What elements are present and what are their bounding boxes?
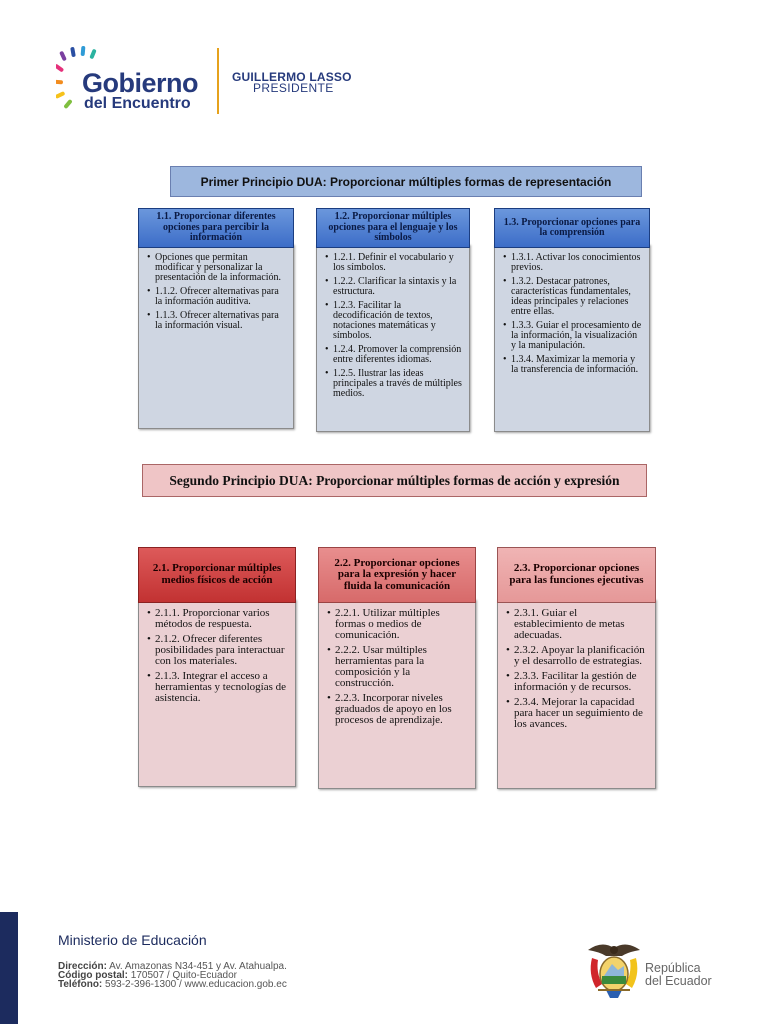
list-item: • Opciones que permitan modificar y personalizar la presentación de la información.	[147, 253, 286, 283]
logo-title: Gobierno	[82, 68, 198, 98]
column-header: 2.1. Proporcionar múltiples medios físicos de acción	[138, 547, 296, 603]
list-item: • 1.2.2. Clarificar la sintaxis y la estructura.	[325, 277, 462, 297]
column-body	[318, 599, 476, 789]
list-item: • 2.2.2. Usar múltiples herramientas para la composición y la construcción.	[327, 645, 468, 689]
list-item: • 2.2.1. Utilizar múltiples formas o medios de comunicación.	[327, 608, 468, 641]
column-header: 2.2. Proporcionar opciones para la expresión y hacer fluida la comunicación	[318, 547, 476, 603]
column-header: 1.1. Proporcionar diferentes opciones para percibir la información	[138, 208, 294, 248]
list-item: • 1.1.2. Ofrecer alternativas para la información auditiva.	[147, 287, 286, 307]
president-title: PRESIDENTE	[253, 81, 334, 95]
list-item: • 1.2.1. Definir el vocabulario y los símbolos.	[325, 253, 462, 273]
principle1-column-2	[316, 208, 470, 432]
coat-of-arms-icon	[584, 940, 644, 1002]
principle1-column-1	[138, 208, 294, 429]
list-item: • 1.2.5. Ilustrar las ideas principales a través de múltiples medios.	[325, 369, 462, 399]
principle2-column-1	[138, 547, 296, 787]
principle2-title: Segundo Principio DUA: Proporcionar múltiples formas de acción y expresión	[142, 464, 647, 497]
phone-line	[58, 980, 287, 990]
list-item: • 1.3.2. Destacar patrones, características fundamentales, ideas principales y relaciones entre ellas.	[503, 277, 642, 317]
principle1-title: Primer Principio DUA: Proporcionar múltiples formas de representación	[170, 166, 642, 197]
list-item: • 2.3.2. Apoyar la planificación y el desarrollo de estrategias.	[506, 645, 648, 667]
column-body	[497, 599, 656, 789]
list-item: • 2.2.3. Incorporar niveles graduados de apoyo en los procesos de aprendizaje.	[327, 693, 468, 726]
principle1-column-3	[494, 208, 650, 432]
list-item: • 1.3.3. Guiar el procesamiento de la información, la visualización y la manipulación.	[503, 321, 642, 351]
list-item: • 1.1.3. Ofrecer alternativas para la información visual.	[147, 311, 286, 331]
postal-label: Código postal:	[58, 970, 128, 981]
logo-divider	[217, 48, 219, 114]
list-item: • 2.1.2. Ofrecer diferentes posibilidades para interactuar con los materiales.	[147, 634, 288, 667]
list-item: • 2.3.3. Facilitar la gestión de información y de recursos.	[506, 671, 648, 693]
principle2-column-2	[318, 547, 476, 789]
ministry-name: Ministerio de Educación	[58, 932, 207, 948]
phone-value: 593-2-396-1300 / www.educacion.gob.ec	[102, 979, 287, 990]
list-item: • 2.1.1. Proporcionar varios métodos de respuesta.	[147, 608, 288, 630]
column-body	[316, 244, 470, 432]
list-item: • 1.3.4. Maximizar la memoria y la transferencia de información.	[503, 355, 642, 375]
phone-label: Teléfono:	[58, 979, 103, 990]
address-label: Dirección:	[58, 961, 107, 972]
column-body	[494, 244, 650, 432]
postal-value: 170507 / Quito-Ecuador	[128, 970, 237, 981]
address-value: Av. Amazonas N34-451 y Av. Atahualpa.	[106, 961, 287, 972]
footer-accent-bar	[0, 912, 18, 1024]
logo-subtitle: del Encuentro	[84, 95, 191, 112]
list-item: • 1.3.1. Activar los conocimientos previos.	[503, 253, 642, 273]
republic-line-2: del Ecuador	[645, 974, 712, 989]
list-item: • 1.2.4. Promover la comprensión entre diferentes idiomas.	[325, 345, 462, 365]
list-item: • 2.3.4. Mejorar la capacidad para hacer un seguimiento de los avances.	[506, 697, 648, 730]
column-body	[138, 244, 294, 429]
list-item: • 1.2.3. Facilitar la decodificación de textos, notaciones matemáticas y símbolos.	[325, 301, 462, 341]
principle2-column-3	[497, 547, 656, 789]
column-header: 1.2. Proporcionar múltiples opciones para el lenguaje y los símbolos	[316, 208, 470, 248]
column-header: 1.3. Proporcionar opciones para la comprensión	[494, 208, 650, 248]
column-header: 2.3. Proporcionar opciones para las funciones ejecutivas	[497, 547, 656, 603]
gobierno-logo	[56, 46, 376, 116]
republic-line-1: República	[645, 961, 701, 975]
president-name: GUILLERMO LASSO	[232, 70, 352, 84]
list-item: • 2.1.3. Integrar el acceso a herramientas y tecnologías de asistencia.	[147, 671, 288, 704]
list-item: • 2.3.1. Guiar el establecimiento de metas adecuadas.	[506, 608, 648, 641]
column-body	[138, 599, 296, 787]
republic-label	[645, 962, 712, 988]
